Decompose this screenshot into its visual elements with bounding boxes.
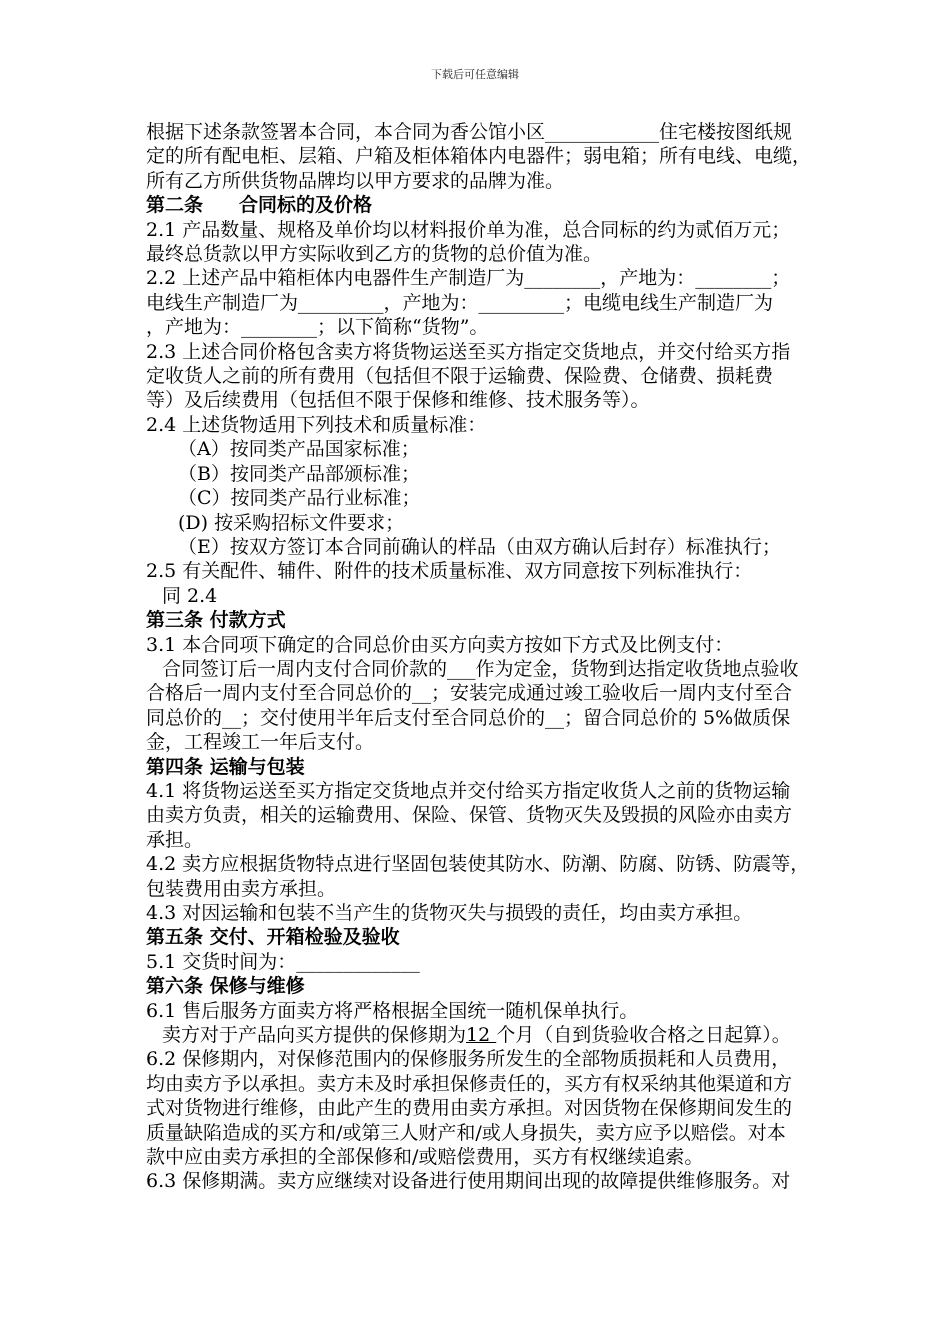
paragraph-line: 电线生产制造厂为_________，产地为：_________；电缆电线生产制造厂为 [146, 291, 774, 314]
page-header: 下载后可任意编辑 [431, 68, 519, 81]
paragraph-line: 同 2.4 [162, 584, 218, 607]
paragraph-line: 2.4 上述货物适用下列技术和质量标准： [146, 413, 487, 436]
paragraph-line: 3.1 本合同项下确定的合同总价由买方向卖方按如下方式及比例支付： [146, 633, 734, 656]
paragraph-line: 包装费用由卖方承担。 [146, 877, 337, 900]
paragraph-line: 最终总货款以甲方实际收到乙方的货物的总价值为准。 [146, 243, 603, 266]
paragraph-line: 2.5 有关配件、辅件、附件的技术质量标准、双方同意按下列标准执行： [146, 560, 753, 583]
paragraph-line: 金，工程竣工一年后支付。 [146, 731, 375, 754]
section-heading-4: 第四条 运输与包装 [146, 755, 305, 778]
paragraph-line: 同总价的__；交付使用半年后支付至合同总价的__；留合同总价的 5%做质保 [146, 706, 791, 729]
paragraph-line: 承担。 [146, 828, 204, 851]
section-heading-3: 第三条 付款方式 [146, 609, 286, 632]
standard-item-d: (D) 按采购招标文件要求； [178, 511, 405, 534]
paragraph-line: 定收货人之前的所有费用（包括但不限于运输费、保险费、仓储费、损耗费 [146, 365, 774, 388]
paragraph-line: 均由卖方予以承担。卖方未及时承担保修责任的，买方有权采纳其他渠道和方 [146, 1072, 793, 1095]
paragraph-line: 卖方对于产品向买方提供的保修期为12 个月（自到货验收合格之日起算）。 [162, 1024, 791, 1047]
paragraph-line: 4.1 将货物运送至买方指定交货地点并交付给买方指定收货人之前的货物运输 [146, 779, 791, 802]
standard-item-b: （B）按同类产品部颁标准； [178, 462, 420, 485]
paragraph-line: ，产地为：________；以下简称“货物”。 [146, 316, 489, 339]
paragraph-line: 所有乙方所供货物品牌均以甲方要求的品牌为准。 [146, 169, 565, 192]
standard-item-c: （C）按同类产品行业标准； [178, 487, 421, 510]
paragraph-line: 4.2 卖方应根据货物特点进行坚固包装使其防水、防潮、防腐、防锈、防震等， [146, 853, 810, 876]
paragraph-line: 6.3 保修期满。卖方应继续对设备进行使用期间出现的故障提供维修服务。对 [146, 1170, 791, 1193]
paragraph-line: 5.1 交货时间为：_____________ [146, 950, 420, 973]
contract-body [146, 120, 916, 1194]
paragraph-line: 合格后一周内支付至合同总价的__；安装完成通过竣工验收后一周内支付至合 [146, 682, 793, 705]
section-heading-2: 第二条 合同标的及价格 [146, 194, 373, 217]
paragraph-line: 定的所有配电柜、层箱、户箱及柜体箱体内电器件；弱电箱；所有电线、电缆， [146, 145, 812, 168]
paragraph-line: 6.1 售后服务方面卖方将严格根据全国统一随机保单执行。 [146, 999, 639, 1022]
paragraph-line: 式对货物进行维修，由此产生的费用由卖方承担。对因货物在保修期间发生的 [146, 1097, 793, 1120]
paragraph-line: 6.2 保修期内，对保修范围内的保修服务所发生的全部物质损耗和人员费用， [146, 1048, 791, 1071]
paragraph-line: 2.3 上述合同价格包含卖方将货物运送至买方指定交货地点，并交付给买方指 [146, 340, 791, 363]
blank-field: ____________ [545, 121, 660, 143]
paragraph-line: 等）及后续费用（包括但不限于保修和维修、技术服务等）。 [146, 389, 650, 412]
paragraph-line: 合同签订后一周内支付合同价款的___作为定金，货物到达指定收货地点验收 [162, 657, 799, 680]
blank-field: _____________ [296, 950, 420, 973]
section-heading-6: 第六条 保修与维修 [146, 975, 305, 998]
paragraph-line: 4.3 对因运输和包装不当产生的货物灭失与损毁的责任，均由卖方承担。 [146, 902, 753, 924]
paragraph-line: 款中应由卖方承担的全部保修和/或赔偿费用，买方有权继续追索。 [146, 1146, 704, 1169]
paragraph-line: 2.1 产品数量、规格及单价均以材料报价单为准，总合同标的约为贰佰万元； [146, 218, 791, 241]
paragraph-line: 2.2 上述产品中箱柜体内电器件生产制造厂为________，产地为：________； [146, 267, 791, 290]
warranty-months: 12 [466, 1024, 497, 1047]
standard-item-a: （A）按同类产品国家标准； [178, 438, 420, 461]
section-heading-5: 第五条 交付、开箱检验及验收 [146, 926, 400, 949]
paragraph-line: 由卖方负责，相关的运输费用、保险、保管、货物灭失及毁损的风险亦由卖方 [146, 804, 793, 827]
standard-item-e: （E）按双方签订本合同前确认的样品（由双方确认后封存）标准执行； [178, 535, 781, 558]
paragraph-line: 根据下述条款签署本合同，本合同为香公馆小区____________住宅楼按图纸规 [146, 121, 793, 143]
paragraph-line: 质量缺陷造成的买方和/或第三人财产和/或人身损失，卖方应予以赔偿。对本 [146, 1121, 786, 1144]
